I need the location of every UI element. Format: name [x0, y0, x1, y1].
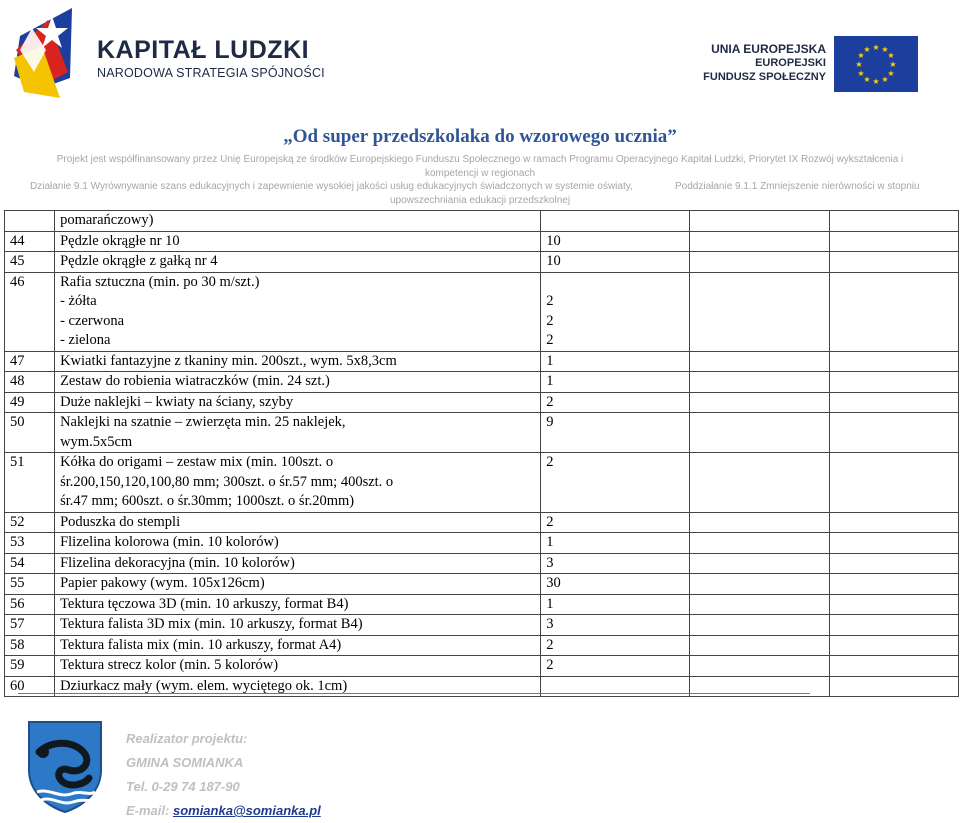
name-line: śr.200,150,120,100,80 mm; 300szt. o śr.57 mm; 400szt. o — [60, 473, 394, 490]
cell-empty — [829, 615, 959, 636]
cell-quantity — [541, 272, 690, 351]
cell-empty — [690, 372, 829, 393]
name-line: pomarańczowy) — [60, 212, 154, 228]
quantity-line: 2 — [546, 513, 554, 530]
name-line: - czerwona — [60, 312, 125, 329]
cell-number: 47 — [5, 351, 55, 372]
cell-number: 48 — [5, 372, 55, 393]
cell-name — [55, 656, 541, 677]
table-row — [5, 656, 959, 677]
cell-number: 53 — [5, 533, 55, 554]
table-row — [5, 413, 959, 453]
project-title: „Od super przedszkolaka do wzorowego ucznia” — [283, 126, 677, 147]
quantity-line: 2 — [546, 312, 554, 329]
svg-text:★: ★ — [863, 45, 871, 54]
items-table — [4, 210, 959, 697]
quantity-line — [546, 273, 689, 293]
quantity-line: 9 — [546, 414, 554, 430]
cell-quantity — [541, 252, 690, 273]
name-line: Pędzle okrągłe z gałką nr 4 — [60, 253, 218, 269]
cell-number: 50 — [5, 413, 55, 453]
cell-empty — [690, 553, 829, 574]
quantity-line: 1 — [546, 595, 554, 612]
cell-name — [55, 615, 541, 636]
eu-flag-icon — [834, 36, 918, 92]
name-line: Tektura falista mix (min. 10 arkuszy, format A4) — [60, 636, 342, 653]
quantity-line: 1 — [546, 373, 554, 389]
name-line: - zielona — [60, 332, 111, 348]
name-line: Flizelina dekoracyjna (min. 10 kolorów) — [60, 554, 295, 571]
footer-contact — [126, 727, 321, 823]
cell-name — [55, 252, 541, 273]
svg-text:★: ★ — [857, 69, 865, 78]
name-line: Naklejki na szatnie – zwierzęta min. 25 naklejek, — [60, 414, 346, 430]
cell-quantity — [541, 553, 690, 574]
cell-name — [55, 453, 541, 513]
cell-name — [55, 512, 541, 533]
table-row — [5, 392, 959, 413]
cell-empty — [690, 533, 829, 554]
eu-line-2: EUROPEJSKI — [755, 57, 826, 69]
cell-name — [55, 372, 541, 393]
info-line-2: kompetencji w regionach — [424, 168, 536, 179]
table-row — [5, 372, 959, 393]
name-line: Zestaw do robienia wiatraczków (min. 24 szt.) — [60, 373, 330, 389]
cell-number: 44 — [5, 231, 55, 252]
name-line: Poduszka do stempli — [60, 513, 181, 530]
cell-empty — [690, 656, 829, 677]
name-line: Papier pakowy (wym. 105x126cm) — [60, 575, 265, 591]
cell-empty — [829, 656, 959, 677]
quantity-line: 1 — [546, 534, 554, 550]
gmina-crest-icon — [25, 718, 105, 814]
cell-empty — [690, 635, 829, 656]
cell-empty — [690, 574, 829, 595]
quantity-line: 2 — [546, 293, 554, 309]
name-line: Pędzle okrągłe nr 10 — [60, 232, 180, 249]
quantity-line: 3 — [546, 554, 554, 571]
cell-quantity — [541, 413, 690, 453]
cell-name — [55, 533, 541, 554]
cell-name — [55, 635, 541, 656]
cell-empty — [690, 211, 829, 232]
name-line: Kółka do origami – zestaw mix (min. 100szt. o — [60, 454, 334, 470]
cell-number: 54 — [5, 553, 55, 574]
cell-empty — [690, 351, 829, 372]
cell-number: 60 — [5, 676, 55, 697]
footer-email-line — [126, 799, 321, 823]
eu-line-1: UNIA EUROPEJSKA — [711, 42, 826, 56]
cell-number: 55 — [5, 574, 55, 595]
cell-empty — [829, 594, 959, 615]
cell-quantity — [541, 574, 690, 595]
svg-text:★: ★ — [881, 45, 889, 54]
name-line: Rafia sztuczna (min. po 30 m/szt.) — [60, 273, 260, 290]
cell-number: 51 — [5, 453, 55, 513]
cell-empty — [829, 272, 959, 351]
footer-phone: Tel. 0-29 74 187-90 — [126, 779, 240, 794]
svg-text:★: ★ — [857, 51, 865, 60]
eu-line-3: FUNDUSZ SPOŁECZNY — [703, 71, 826, 83]
cell-empty — [690, 231, 829, 252]
cell-number: 49 — [5, 392, 55, 413]
cell-empty — [829, 351, 959, 372]
quantity-line: 2 — [546, 657, 554, 673]
svg-text:★: ★ — [863, 75, 871, 84]
table-row — [5, 533, 959, 554]
name-line: śr.47 mm; 600szt. o śr.30mm; 1000szt. o śr.20mm) — [60, 493, 355, 509]
cell-name — [55, 594, 541, 615]
table-row — [5, 453, 959, 513]
table-row — [5, 574, 959, 595]
cell-number: 59 — [5, 656, 55, 677]
email-link[interactable]: somianka@somianka.pl — [172, 803, 321, 818]
info-line-5: upowszechniania edukacji przedszkolnej — [389, 195, 571, 206]
footer-label: Realizator projektu: — [126, 731, 248, 746]
cell-number: 45 — [5, 252, 55, 273]
footer-org: GMINA SOMIANKA — [126, 755, 244, 770]
cell-quantity — [541, 656, 690, 677]
cell-empty — [829, 252, 959, 273]
cell-empty — [829, 533, 959, 554]
cell-quantity — [541, 533, 690, 554]
cell-empty — [829, 512, 959, 533]
cell-empty — [829, 635, 959, 656]
name-line: - żółta — [60, 293, 97, 309]
cell-quantity — [541, 453, 690, 513]
cell-number: 58 — [5, 635, 55, 656]
table-row — [5, 594, 959, 615]
cell-empty — [690, 615, 829, 636]
cell-empty — [690, 413, 829, 453]
cell-quantity — [541, 392, 690, 413]
cell-name — [55, 413, 541, 453]
table-row — [5, 252, 959, 273]
quantity-line: 3 — [546, 616, 554, 632]
cell-empty — [829, 392, 959, 413]
logo-title: KAPITAŁ LUDZKI — [97, 36, 310, 64]
quantity-line: 2 — [546, 636, 554, 653]
quantity-line: 1 — [546, 352, 554, 369]
cell-empty — [829, 574, 959, 595]
name-line: Tektura strecz kolor (min. 5 kolorów) — [60, 657, 279, 673]
quantity-line: 2 — [546, 393, 554, 410]
table-row — [5, 553, 959, 574]
svg-text:★: ★ — [872, 77, 880, 86]
svg-text:★: ★ — [889, 60, 897, 69]
cell-empty — [690, 594, 829, 615]
svg-text:★: ★ — [872, 43, 880, 52]
kapital-ludzki-logo-icon — [12, 6, 74, 102]
table-row — [5, 351, 959, 372]
cell-number: 57 — [5, 615, 55, 636]
info-line-4: Poddziałanie 9.1.1 Zmniejszenie nierówności w stopniu — [675, 181, 920, 192]
quantity-line: 2 — [546, 332, 554, 348]
table-row — [5, 615, 959, 636]
cell-name — [55, 574, 541, 595]
svg-text:★: ★ — [855, 60, 863, 69]
cell-empty — [829, 453, 959, 513]
info-line-1: Projekt jest współfinansowany przez Unię Europejską ze środków Europejskiego Funduszu Społecznego w ramach Programu Operacyjnego Kapitał Ludzki, Priorytet IX Rozwój wykształcenia i — [56, 154, 904, 165]
name-line: Tektura falista 3D mix (min. 10 arkuszy, format B4) — [60, 616, 363, 632]
cell-quantity — [541, 512, 690, 533]
name-line: Kwiatki fantazyjne z tkaniny min. 200szt., wym. 5x8,3cm — [60, 352, 397, 369]
eu-logo-text — [703, 42, 826, 84]
cell-empty — [690, 512, 829, 533]
cell-empty — [690, 252, 829, 273]
cell-empty — [829, 553, 959, 574]
table-row — [5, 231, 959, 252]
cell-empty — [829, 211, 959, 232]
cell-quantity — [541, 594, 690, 615]
name-line: Duże naklejki – kwiaty na ściany, szyby — [60, 393, 294, 410]
cell-quantity — [541, 372, 690, 393]
quantity-line: 30 — [546, 575, 561, 591]
items-table-body — [5, 211, 959, 697]
cell-name — [55, 272, 541, 351]
name-line: Tektura tęczowa 3D (min. 10 arkuszy, format B4) — [60, 595, 349, 612]
cell-empty — [690, 392, 829, 413]
cell-number: 52 — [5, 512, 55, 533]
quantity-line: 10 — [546, 253, 561, 269]
cell-quantity — [541, 231, 690, 252]
cell-empty — [690, 272, 829, 351]
cell-number — [5, 211, 55, 232]
cell-name — [55, 553, 541, 574]
footer-email-label: E-mail: — [126, 803, 173, 818]
name-line: Flizelina kolorowa (min. 10 kolorów) — [60, 534, 279, 550]
quantity-line: 10 — [546, 232, 561, 249]
footer-separator — [18, 693, 810, 694]
cell-name — [55, 231, 541, 252]
cell-name — [55, 211, 541, 232]
quantity-line — [546, 211, 689, 231]
cell-empty — [829, 413, 959, 453]
name-line: wym.5x5cm — [60, 433, 133, 450]
cell-empty — [829, 372, 959, 393]
cell-empty — [829, 231, 959, 252]
cell-empty — [690, 453, 829, 513]
table-row — [5, 211, 959, 232]
cell-name — [55, 392, 541, 413]
table-row — [5, 512, 959, 533]
name-line: Dziurkacz mały (wym. elem. wyciętego ok. 1cm) — [60, 677, 348, 694]
svg-text:★: ★ — [887, 69, 895, 78]
info-block — [0, 153, 960, 181]
table-row — [5, 635, 959, 656]
logo-subtitle: NARODOWA STRATEGIA SPÓJNOŚCI — [97, 66, 325, 80]
cell-quantity — [541, 635, 690, 656]
cell-number: 46 — [5, 272, 55, 351]
svg-text:★: ★ — [881, 75, 889, 84]
cell-empty — [829, 676, 959, 697]
cell-quantity — [541, 211, 690, 232]
svg-text:★: ★ — [887, 51, 895, 60]
cell-number: 56 — [5, 594, 55, 615]
cell-quantity — [541, 351, 690, 372]
cell-quantity — [541, 615, 690, 636]
quantity-line: 2 — [546, 454, 554, 470]
info-line-3: Działanie 9.1 Wyrównywanie szans edukacyjnych i zapewnienie wysokiej jakości usług edukacyjnych świadczonych w systemie oświaty, — [30, 181, 633, 192]
cell-name — [55, 351, 541, 372]
table-row — [5, 272, 959, 351]
